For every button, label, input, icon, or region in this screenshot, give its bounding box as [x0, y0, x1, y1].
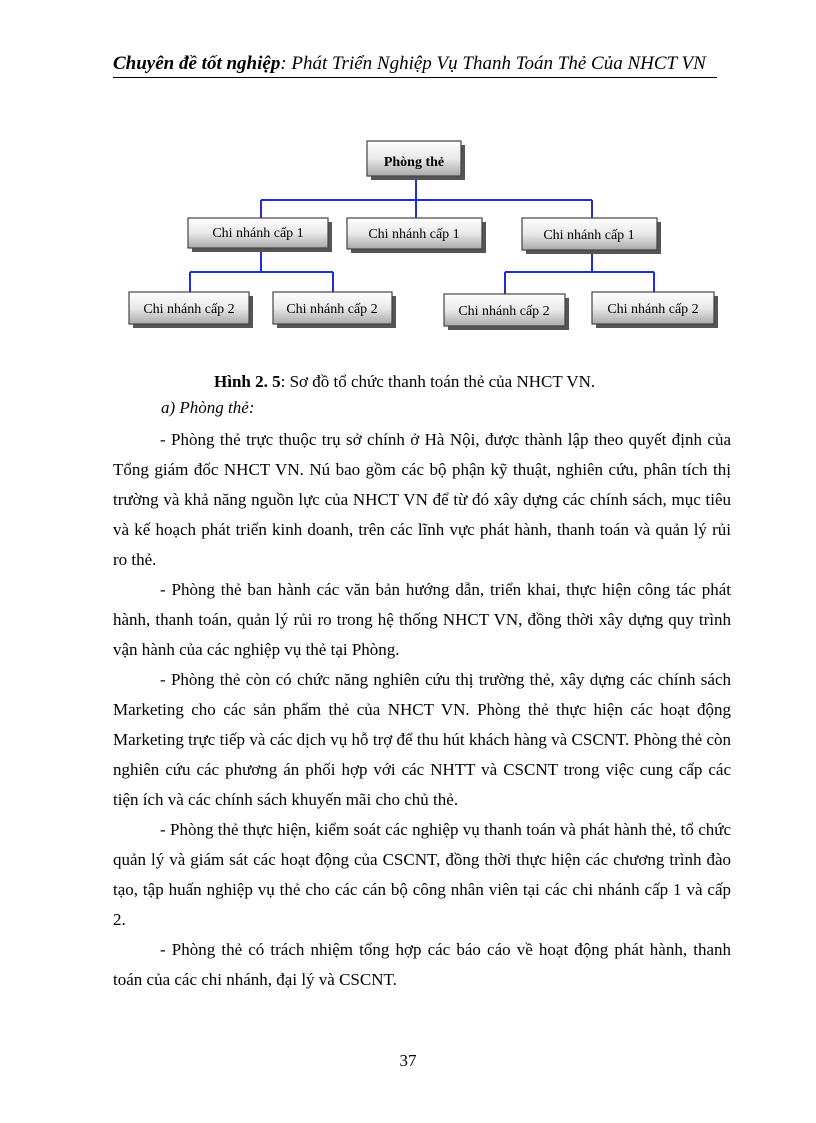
org-level2-label: Chi nhánh cấp 2 [143, 302, 235, 318]
paragraph: - Phòng thẻ trực thuộc trụ sở chính ở Hà Nội, được thành lập theo quyết định của Tổng giám đốc NHCT VN. Nú bao gồm các bộ phận kỹ thuật, nghiên cứu, phân tích thị trường và khả năng nguồn lực của NHCT VN để từ đó xây dựng các chính sách, mục tiêu và kế hoạch phát triển kinh doanh, trên các lĩnh vực phát hành, thanh toán và quản lý rủi ro thẻ. [113, 430, 731, 569]
org-box-level2 [273, 292, 396, 328]
paragraph: - Phòng thẻ ban hành các văn bản hướng dẫn, triển khai, thực hiện công tác phát hành, thanh toán, quản lý rủi ro trong hệ thống NHCT VN, đồng thời xây dựng quy trình vận hành của các nghiệp vụ thẻ tại Phòng. [113, 580, 731, 659]
org-level1-label: Chi nhánh cấp 1 [368, 227, 460, 243]
org-level1-label: Chi nhánh cấp 1 [212, 226, 304, 242]
org-box-level1 [188, 218, 332, 252]
org-level2-label: Chi nhánh cấp 2 [458, 304, 550, 320]
org-chart [0, 0, 816, 345]
org-box-level1 [347, 218, 486, 253]
org-box-level2 [444, 294, 569, 330]
paragraph: - Phòng thẻ có trách nhiệm tổng hợp các báo cáo về hoạt động phát hành, thanh toán của các chi nhánh, đại lý và CSCNT. [113, 940, 731, 989]
org-level1-label: Chi nhánh cấp 1 [543, 228, 635, 244]
paragraph: - Phòng thẻ còn có chức năng nghiên cứu thị trường thẻ, xây dựng các chính sách Marketing cho các sản phẩm thẻ của NHCT VN. Phòng thẻ thực hiện các hoạt động Marketing trực tiếp và các dịch vụ hỗ trợ để thu hút khách hàng và CSCNT. Phòng thẻ còn nghiên cứu các phương án phối hợp với các NHTT và CSCNT trong việc cung cấp các tiện ích và các chính sách khuyến mãi cho chủ thẻ. [113, 670, 731, 809]
org-box-level1 [522, 218, 661, 254]
org-level2-label: Chi nhánh cấp 2 [286, 302, 378, 318]
paragraph: - Phòng thẻ thực hiện, kiểm soát các nghiệp vụ thanh toán và phát hành thẻ, tổ chức quản lý và giám sát các hoạt động của CSCNT, đồng thời thực hiện các chương trình đào tạo, tập huấn nghiệp vụ thẻ cho các cán bộ công nhân viên tại các chi nhánh cấp 1 và cấp 2. [113, 820, 731, 929]
figure-label: Hình 2. 5 [214, 372, 281, 391]
section-subheading: a) Phòng thẻ: [161, 398, 255, 417]
page-number: 37 [399, 1051, 417, 1070]
org-box-level2 [592, 292, 718, 328]
header-bold: Chuyên đề tốt nghiệp [113, 53, 281, 74]
org-level2-label: Chi nhánh cấp 2 [607, 302, 699, 318]
org-box-root [367, 141, 465, 180]
header-title: : Phát Triển Nghiệp Vụ Thanh Toán Thẻ Của NHCT VN [280, 53, 706, 74]
body-text [113, 425, 731, 995]
figure-caption [214, 371, 595, 393]
org-root-label: Phòng thẻ [383, 155, 445, 171]
figure-caption-text: : Sơ đồ tổ chức thanh toán thẻ của NHCT VN. [280, 372, 596, 391]
org-box-level2 [129, 292, 253, 328]
